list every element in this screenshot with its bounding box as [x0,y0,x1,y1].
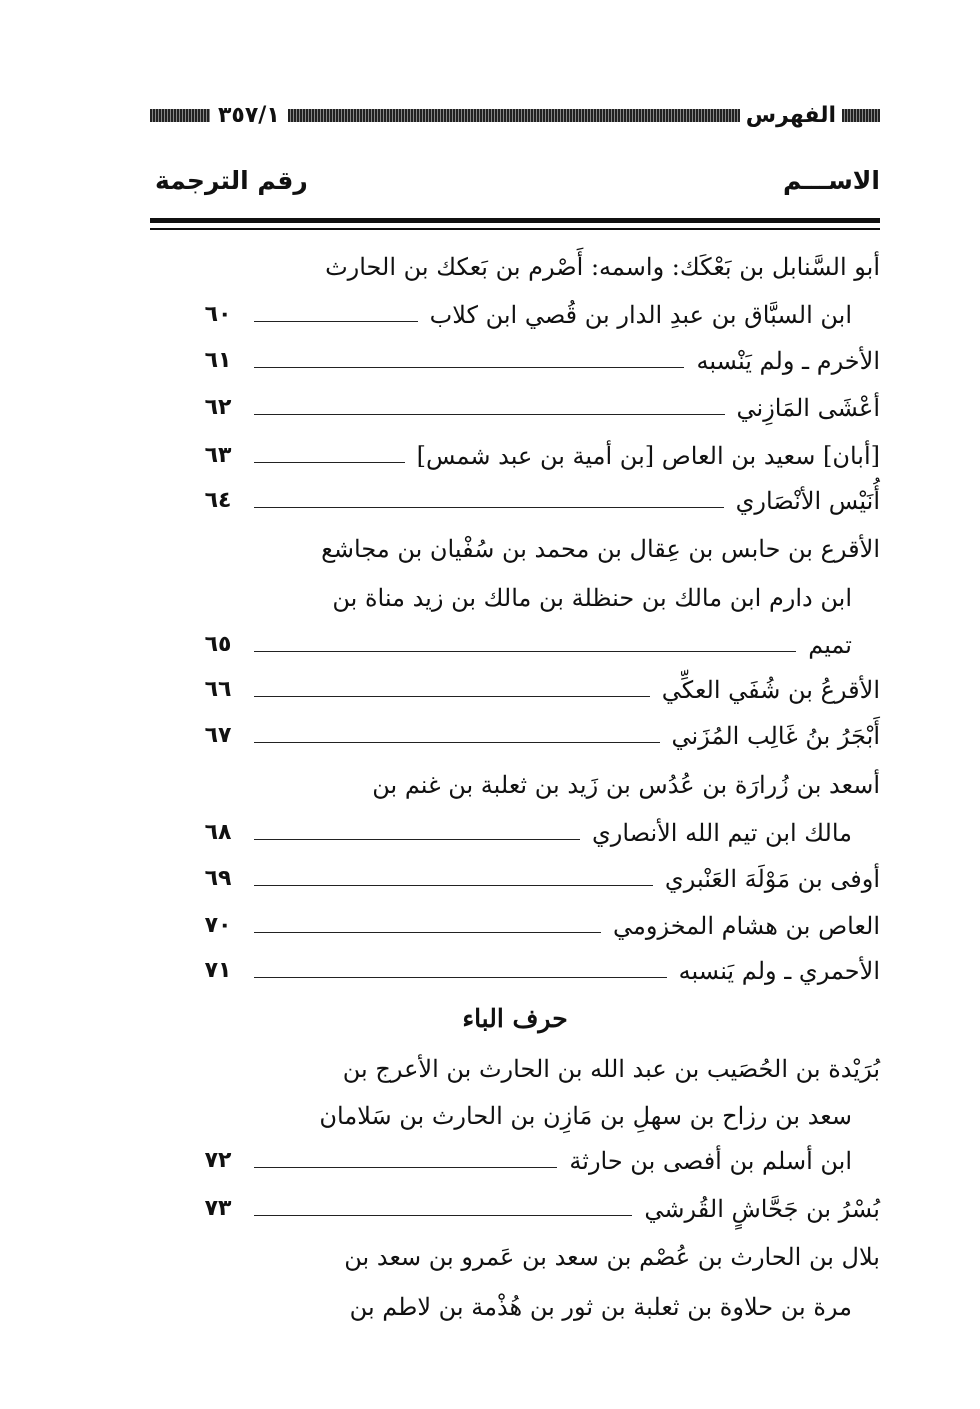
index-entry [150,1284,880,1330]
entry-name: ابن أسلم بن أفصى بن حارثة [569,1147,852,1175]
entry-name: أبو السَّنابل بن بَعْكَك: واسمه: أَصْرم بن بَعكك بن الحارث [325,253,880,281]
index-entry [150,810,880,856]
entry-name: الأحمري ـ ولم يَنسبه [678,957,880,985]
column-header-name: الاســـم [782,166,880,195]
index-entry [150,244,880,290]
entry-name: ابن السبَّاق بن عبدِ الدار بن قُصي ابن كلاب [429,301,852,329]
index-entry [150,338,880,384]
dotted-leader [254,977,667,978]
entry-name: ابن دارم ابن مالك بن حنظلة بن مالك بن زيد مناة بن [332,584,852,612]
header-rule [150,218,880,223]
section-heading: حرف الباء [462,1004,568,1033]
index-entry [150,903,880,949]
entry-name: بُسْرُ بن جَحَّاشٍ القُرشي [644,1195,880,1223]
column-header-entry-number: رقم الترجمة [155,166,308,195]
dotted-leader [254,696,650,697]
entry-number: ٦٩ [204,866,232,891]
header-ornament-bar [842,109,880,122]
entry-number: ٧٢ [204,1148,232,1173]
entry-name: مالك ابن تيم الله الأنصاري [591,819,852,847]
index-entry [150,713,880,759]
entry-number: ٦٤ [204,488,232,513]
entry-number: ٦٣ [204,443,232,468]
index-entry [150,575,880,621]
dotted-leader [254,932,601,933]
dotted-leader [254,742,660,743]
index-entry [150,1234,880,1280]
index-entry [150,385,880,431]
entry-name: مرة بن حلاوة بن ثعلبة بن ثور بن هُذْمة بن لاطم بن [349,1293,852,1321]
dotted-leader [254,367,684,368]
entry-number: ٦١ [204,348,232,373]
entry-name: الأخرم ـ ولم يَنْسبه [696,347,880,375]
dotted-leader [254,414,725,415]
index-entry [150,1046,880,1092]
running-header-label: الفهرس [745,102,836,128]
dotted-leader [254,321,418,322]
running-header [150,96,880,134]
entry-number: ٦٨ [204,820,232,845]
dotted-leader [254,651,796,652]
entry-name: تميم [808,631,852,659]
dotted-leader [254,1167,557,1168]
entry-name: أَبْجَرُ بنُ غَالِب المُزَني [671,722,880,750]
index-entry [150,948,880,994]
index-entry [150,1093,880,1139]
index-entry [150,292,880,338]
index-entry [150,1186,880,1232]
index-entry [150,622,880,668]
entry-name: أُنَيْس الأنْصَاري [735,487,880,515]
entry-number: ٦٦ [204,677,232,702]
entry-name: سعد بن رزاح بن سهلِ بن مَازِن بن الحارث بن سَلامان [319,1102,852,1130]
running-header-page-number: ٣٥٧/١ [218,102,280,128]
entry-number: ٧٠ [204,913,232,938]
dotted-leader [254,507,724,508]
entry-number: ٧١ [204,958,232,983]
index-entry [150,526,880,572]
header-ornament-bar [288,109,740,122]
index-entry [150,433,880,479]
entry-name: أعْشَى المَازِني [736,394,880,422]
header-rule [150,228,880,230]
entry-name: بُرَيْدة بن الحُصَيب بن عبد الله بن الحارث بن الأعرج بن [342,1055,880,1083]
index-entry [150,667,880,713]
entry-number: ٧٣ [204,1196,232,1221]
entry-number: ٦٥ [204,632,232,657]
index-entry [150,762,880,808]
dotted-leader [254,839,580,840]
entry-name: الأقرعُ بن شُفَي العكِّي [661,676,880,704]
entry-name: أسعد بن زُرارَة بن عُدُس بن زَيد بن ثعلبة بن غنم بن [372,771,880,799]
entry-number: ٦٢ [204,395,232,420]
entry-number: ٦٧ [204,723,232,748]
dotted-leader [254,462,405,463]
entry-name: بلال بن الحارث بن عُصْم بن سعد بن عَمرو بن سعد بن [344,1243,880,1271]
header-ornament-bar [150,109,210,122]
index-entry [150,478,880,524]
entry-number: ٦٠ [204,302,232,327]
entry-name: [أبان] سعيد بن العاص [بن أمية بن عبد شمس] [416,442,880,470]
dotted-leader [254,885,653,886]
dotted-leader [254,1215,632,1216]
index-entry [150,856,880,902]
entry-name: الأقرع بن حابس بن عِقال بن محمد بن سُفْيان بن مجاشع [321,535,880,563]
entry-name: أوفى بن مَوْلَهَ العَنْبري [664,865,880,893]
index-entry [150,1138,880,1184]
entry-name: العاص بن هشام المخزومي [613,912,880,940]
